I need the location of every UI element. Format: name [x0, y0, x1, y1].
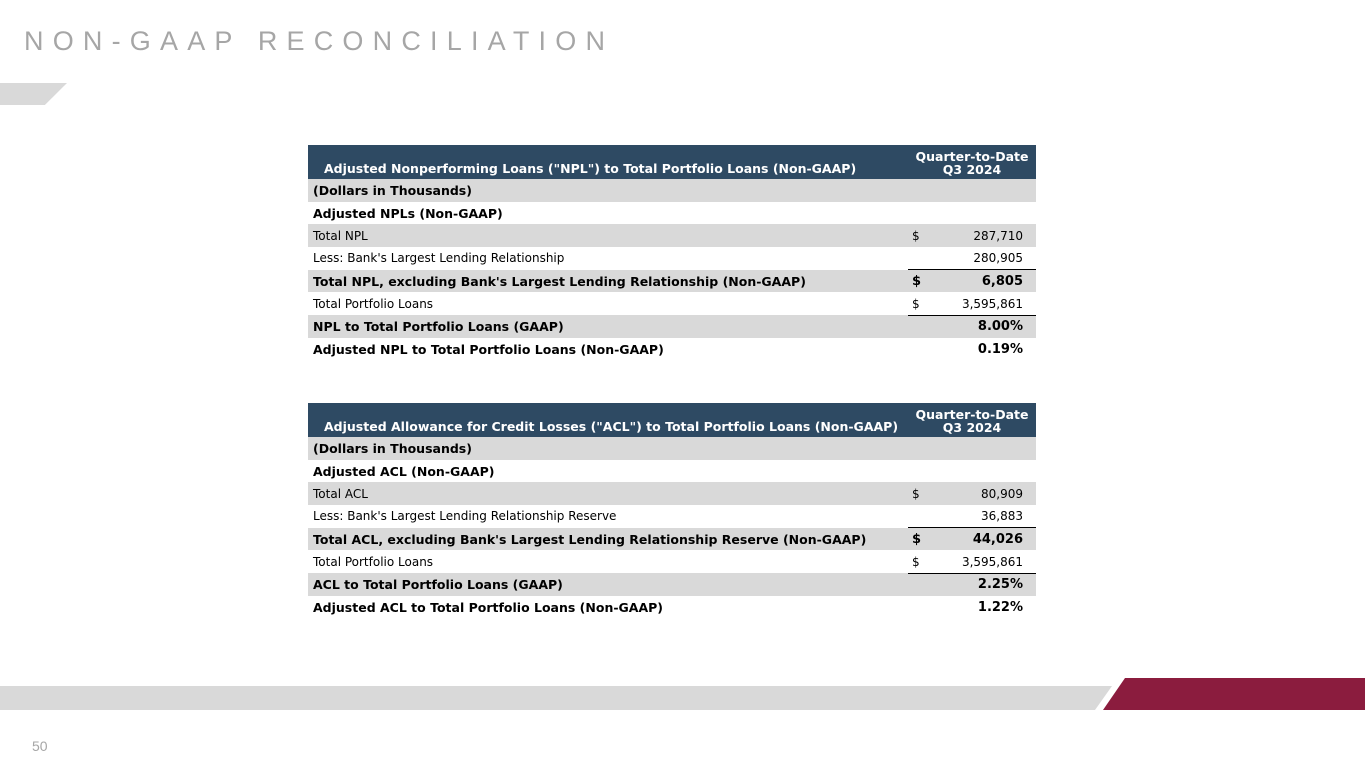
row-currency: $: [908, 224, 928, 247]
row-currency: $: [908, 270, 928, 293]
footer-accent-bar: [1103, 678, 1365, 710]
row-label: Less: Bank's Largest Lending Relationship: [313, 251, 565, 266]
period-line-2: Q3 2024: [942, 420, 1002, 435]
section-label: Adjusted NPLs (Non-GAAP): [313, 205, 503, 221]
row-label: Adjusted NPL to Total Portfolio Loans (Non-GAAP): [313, 341, 664, 357]
row-value: 2.25%: [928, 573, 1036, 596]
row-label: Total NPL, excluding Bank's Largest Lending Relationship (Non-GAAP): [308, 270, 908, 293]
table-row: [308, 338, 1036, 361]
table-row: [308, 573, 1036, 596]
row-label: Adjusted ACL to Total Portfolio Loans (Non-GAAP): [313, 599, 664, 615]
units-label: (Dollars in Thousands): [308, 179, 908, 202]
period-line-1: Quarter-to-Date: [915, 407, 1029, 422]
page-number: 50: [32, 738, 48, 754]
table-row: [308, 596, 1036, 619]
table-header-period: [908, 403, 1036, 437]
units-label: (Dollars in Thousands): [308, 437, 908, 460]
row-currency: $: [908, 528, 928, 551]
acl-reconciliation-table: [308, 403, 1036, 619]
row-value: 280,905: [928, 247, 1036, 270]
row-currency: $: [908, 550, 928, 573]
units-row: [308, 179, 1036, 202]
table-header-row: [308, 145, 1036, 179]
row-value: 36,883: [928, 505, 1036, 528]
table-row: [308, 505, 1036, 528]
row-currency: $: [908, 292, 928, 315]
row-label: Total ACL: [308, 482, 908, 505]
row-value: 1.22%: [977, 599, 1024, 615]
table-row: [308, 482, 1036, 505]
table-row: [308, 550, 1036, 573]
section-label: Adjusted ACL (Non-GAAP): [313, 463, 495, 479]
section-row: [308, 460, 1036, 483]
row-currency: [908, 596, 928, 619]
row-currency: [908, 573, 928, 596]
table-row: [308, 247, 1036, 270]
title-accent-bar: [0, 83, 67, 105]
row-label: Total Portfolio Loans: [313, 296, 434, 311]
npl-reconciliation-table: [308, 145, 1036, 361]
period-line-2: Q3 2024: [942, 162, 1002, 177]
table-header-label: Adjusted Nonperforming Loans ("NPL") to Total Portfolio Loans (Non-GAAP): [308, 145, 908, 179]
period-line-1: Quarter-to-Date: [915, 149, 1029, 164]
table-row: [308, 315, 1036, 338]
table-header-period: [908, 145, 1036, 179]
table-row: [308, 270, 1036, 293]
row-value: 8.00%: [928, 315, 1036, 338]
row-label: Total Portfolio Loans: [313, 554, 434, 569]
row-value: 0.19%: [977, 341, 1024, 357]
table-header-row: [308, 403, 1036, 437]
row-label: Total ACL, excluding Bank's Largest Lending Relationship Reserve (Non-GAAP): [308, 528, 908, 551]
table-row: [308, 528, 1036, 551]
row-currency: $: [908, 482, 928, 505]
table-row: [308, 224, 1036, 247]
slide-title: NON-GAAP RECONCILIATION: [24, 26, 615, 56]
row-value: 287,710: [928, 224, 1036, 247]
row-value: 3,595,861: [928, 550, 1036, 573]
row-value: 80,909: [928, 482, 1036, 505]
row-currency: [908, 505, 928, 528]
row-label: Total NPL: [308, 224, 908, 247]
row-currency: [908, 338, 928, 361]
table-header-label: Adjusted Allowance for Credit Losses ("ACL") to Total Portfolio Loans (Non-GAAP): [308, 403, 908, 437]
table-row: [308, 292, 1036, 315]
row-value: 6,805: [928, 270, 1036, 293]
row-label: NPL to Total Portfolio Loans (GAAP): [308, 315, 908, 338]
section-row: [308, 202, 1036, 225]
row-label: Less: Bank's Largest Lending Relationship Reserve: [313, 509, 617, 524]
row-currency: [908, 247, 928, 270]
row-value: 3,595,861: [928, 292, 1036, 315]
row-label: ACL to Total Portfolio Loans (GAAP): [308, 573, 908, 596]
row-currency: [908, 315, 928, 338]
row-value: 44,026: [928, 528, 1036, 551]
units-row: [308, 437, 1036, 460]
